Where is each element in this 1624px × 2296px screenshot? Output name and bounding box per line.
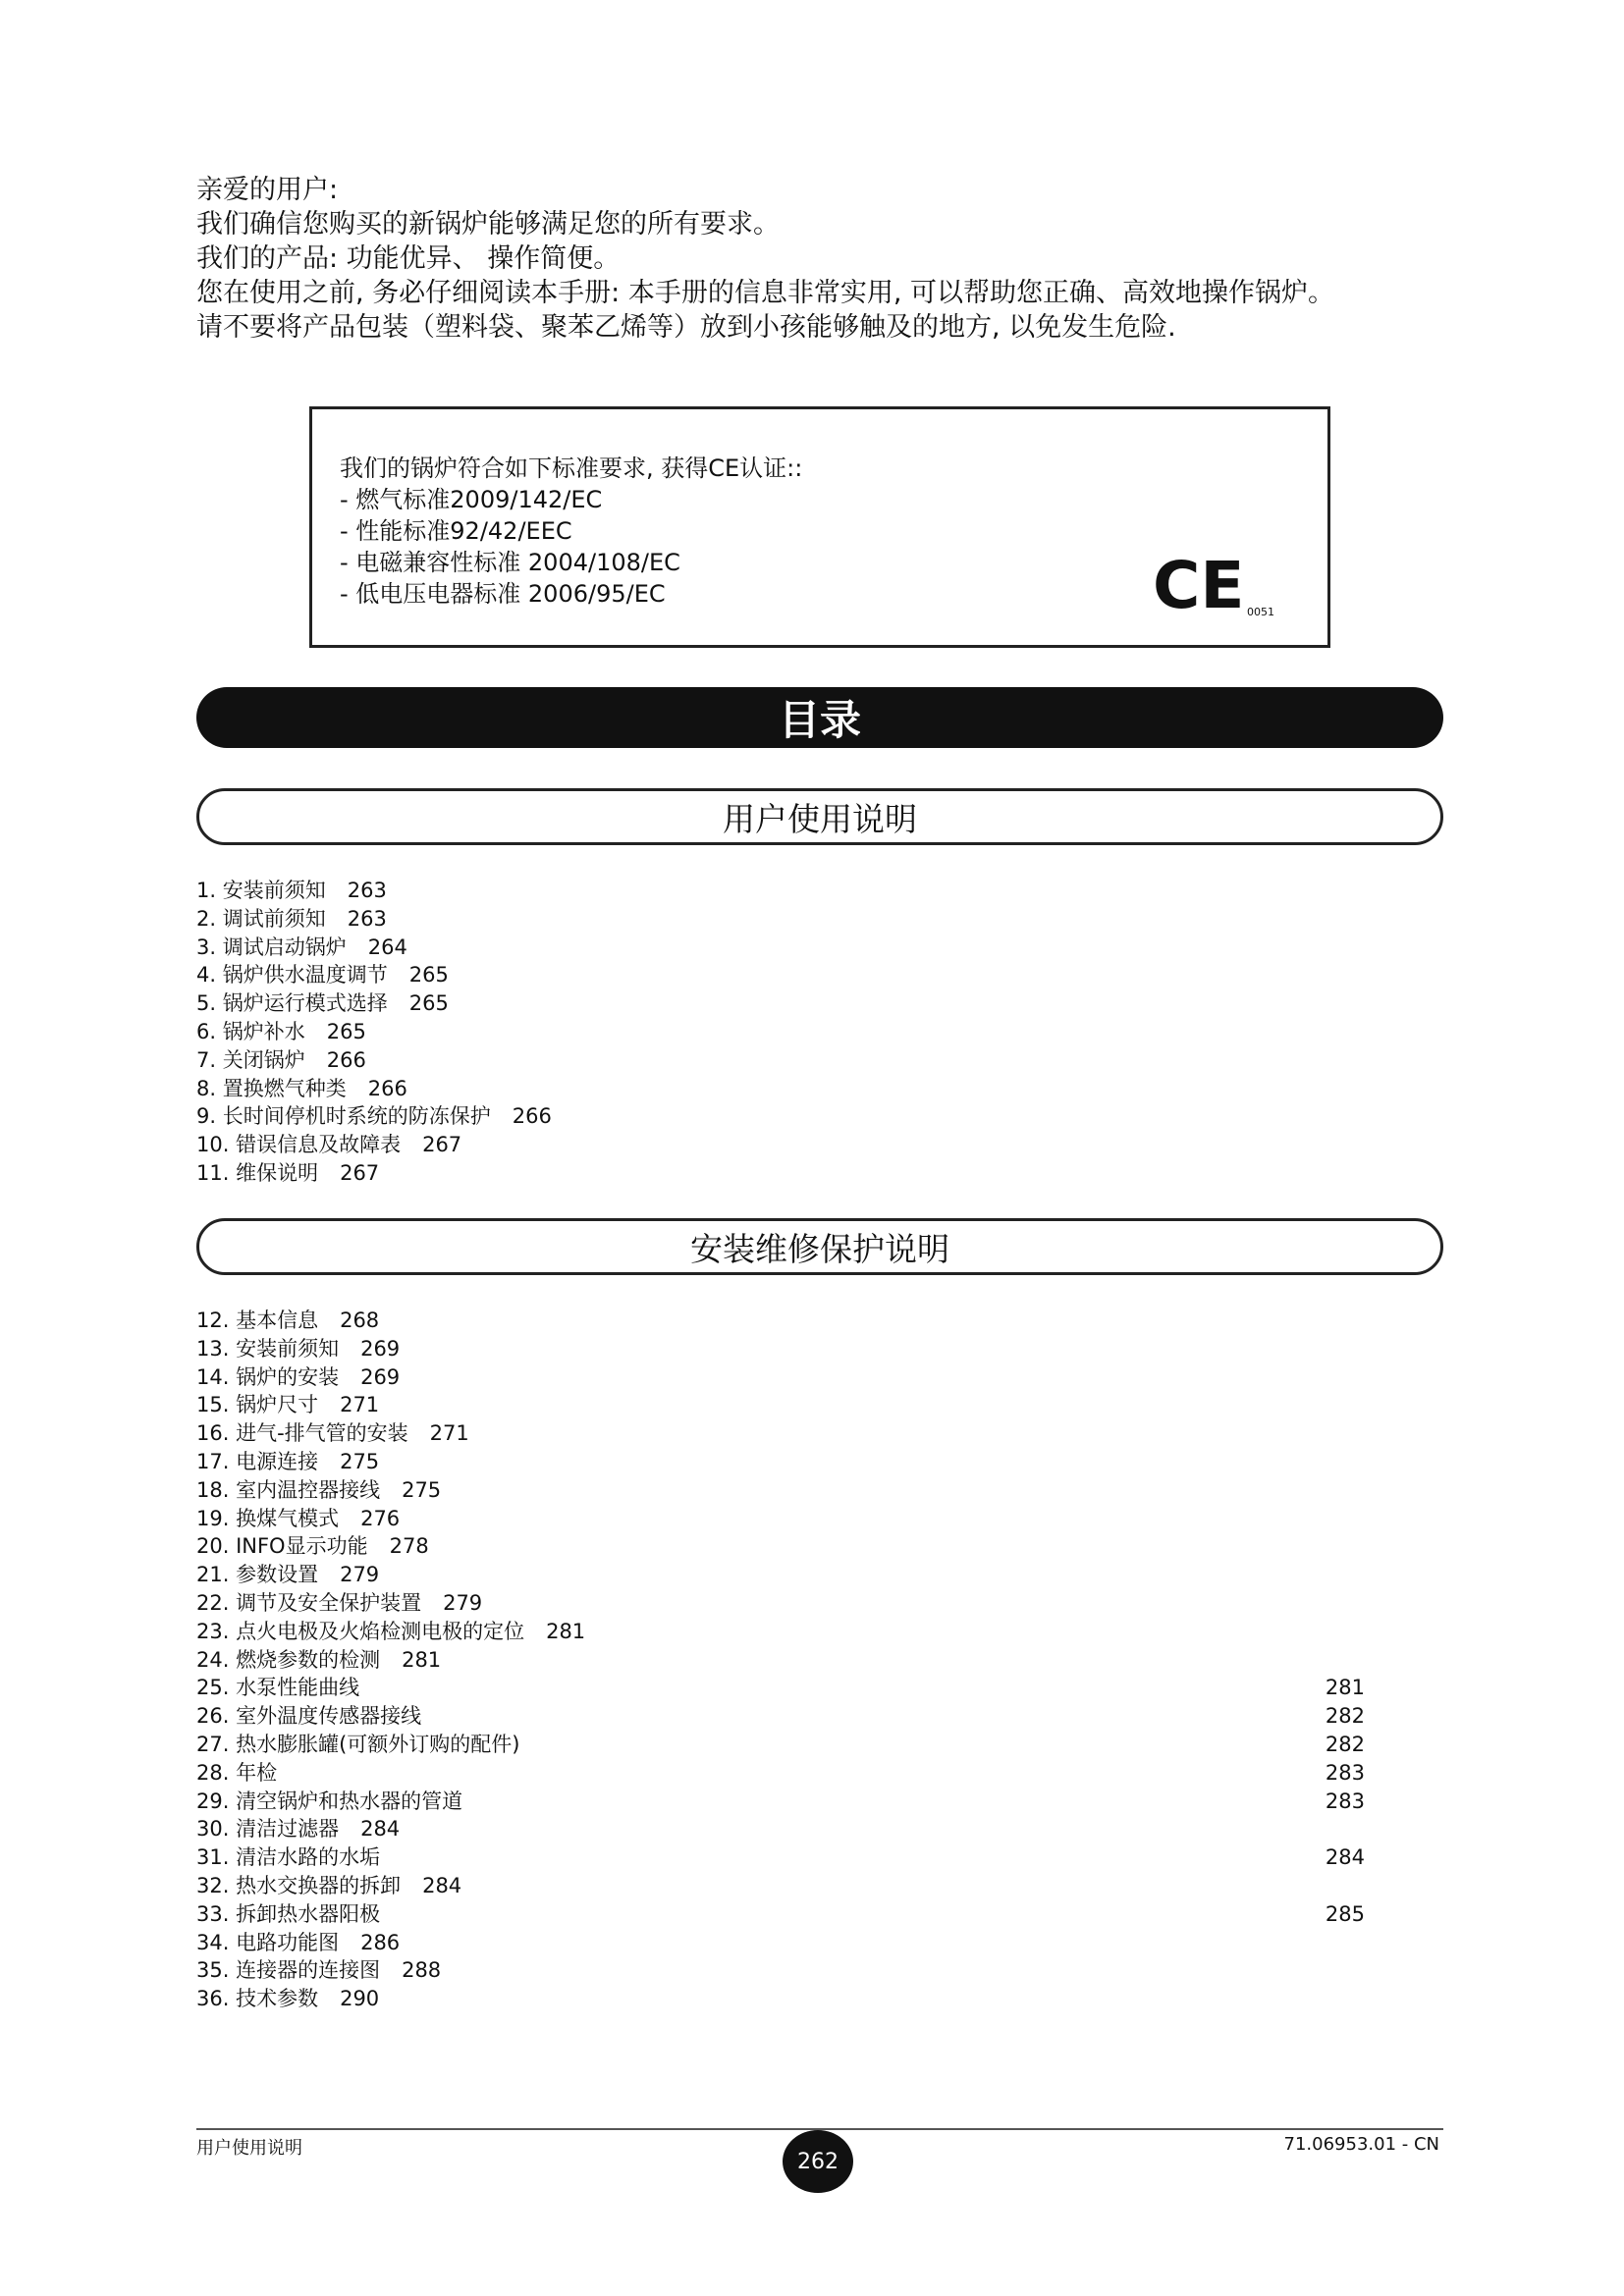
toc-entry-page: 284	[422, 1873, 462, 1897]
toc-title: 目录	[196, 687, 1443, 748]
toc-entry-label: 36. 技术参数	[196, 1987, 319, 2011]
toc-entry-page: 279	[443, 1590, 483, 1615]
toc-entry-label: 27. 热水膨胀罐(可额外订购的配件)	[196, 1732, 520, 1756]
toc-entry-label: 10. 错误信息及故障表	[196, 1133, 402, 1157]
toc-entry-page: 284	[360, 1817, 401, 1842]
toc-entry-page: 267	[422, 1133, 462, 1157]
toc-entry[interactable]	[196, 1532, 1365, 1561]
toc-entry[interactable]	[196, 1815, 1365, 1843]
toc-entry-label: 7. 关闭锅炉	[196, 1047, 305, 1072]
toc-list-user	[196, 877, 1365, 1188]
toc-entry-label: 35. 连接器的连接图	[196, 1958, 381, 1983]
intro-text	[196, 173, 1443, 345]
toc-entry-page: 281	[402, 1647, 442, 1672]
toc-entry-page: 290	[340, 1987, 380, 2011]
certification-box	[309, 406, 1330, 648]
ce-mark-text: CE	[1153, 548, 1245, 623]
toc-entry-label: 21. 参数设置	[196, 1563, 319, 1587]
toc-entry-label: 31. 清洁水路的水垢	[196, 1845, 381, 1870]
toc-entry[interactable]	[196, 1702, 1365, 1731]
toc-entry-label: 14. 锅炉的安装	[196, 1364, 340, 1389]
toc-entry-page: 263	[347, 906, 387, 931]
toc-entry-page: 267	[340, 1160, 380, 1185]
toc-entry[interactable]	[196, 1363, 1365, 1392]
toc-entry-label: 22. 调节及安全保护装置	[196, 1590, 422, 1615]
toc-entry-label: 18. 室内温控器接线	[196, 1477, 381, 1502]
toc-entry-page: 269	[360, 1336, 401, 1361]
toc-entry-page: 286	[360, 1930, 401, 1954]
toc-entry[interactable]	[196, 1018, 1365, 1046]
footer-section-label: 用户使用说明	[196, 2138, 302, 2159]
toc-entry-label: 12. 基本信息	[196, 1308, 319, 1332]
toc-entry-label: 3. 调试启动锅炉	[196, 934, 347, 959]
toc-entry-label: 16. 进气-排气管的安装	[196, 1421, 408, 1446]
toc-entry[interactable]	[196, 1102, 1365, 1131]
toc-entry[interactable]	[196, 1759, 1365, 1788]
toc-entry-label: 5. 锅炉运行模式选择	[196, 991, 388, 1016]
toc-entry[interactable]	[196, 1929, 1365, 1957]
toc-entry[interactable]	[196, 1788, 1365, 1816]
toc-entry-label: 13. 安装前须知	[196, 1336, 340, 1361]
toc-entry-page: 263	[347, 879, 387, 902]
toc-entry-page: 281	[1325, 1676, 1365, 1700]
toc-entry[interactable]	[196, 1646, 1365, 1675]
toc-entry-page: 279	[340, 1563, 380, 1587]
toc-entry-page: 265	[408, 991, 449, 1016]
toc-entry-label: 23. 点火电极及火焰检测电极的定位	[196, 1619, 525, 1643]
section-title-user: 用户使用说明	[196, 788, 1443, 845]
certification-text	[340, 453, 802, 610]
toc-entry-page: 284	[1325, 1845, 1365, 1870]
toc-entry-page: 278	[389, 1534, 429, 1559]
toc-entry-label: 20. INFO显示功能	[196, 1534, 368, 1559]
toc-entry-label: 1. 安装前须知	[196, 879, 326, 902]
toc-entry[interactable]	[196, 1674, 1365, 1702]
intro-line: 您在使用之前, 务必仔细阅读本手册: 本手册的信息非常实用, 可以帮助您正确、高效地操作锅炉。	[196, 278, 1335, 308]
toc-entry-page: 265	[408, 963, 449, 988]
toc-entry[interactable]	[196, 1985, 1365, 2013]
toc-entry-label: 30. 清洁过滤器	[196, 1817, 340, 1842]
toc-entry[interactable]	[196, 1589, 1365, 1618]
toc-entry-label: 17. 电源连接	[196, 1449, 319, 1473]
toc-entry-label: 29. 清空锅炉和热水器的管道	[196, 1789, 463, 1813]
intro-line: 我们确信您购买的新锅炉能够满足您的所有要求。	[196, 209, 780, 240]
intro-line: 亲爱的用户:	[196, 175, 339, 205]
toc-entry-page: 283	[1325, 1789, 1365, 1813]
toc-entry-page: 266	[367, 1076, 407, 1100]
toc-entry[interactable]	[196, 1900, 1365, 1929]
toc-entry-label: 25. 水泵性能曲线	[196, 1676, 360, 1700]
toc-entry[interactable]	[196, 1075, 1365, 1103]
standard-item: - 低电压电器标准 2006/95/EC	[340, 580, 666, 608]
intro-line: 请不要将产品包装（塑料袋、聚苯乙烯等）放到小孩能够触及的地方, 以免发生危险.	[196, 312, 1176, 343]
toc-entry-label: 15. 锅炉尺寸	[196, 1393, 319, 1417]
toc-entry-page: 275	[402, 1477, 442, 1502]
toc-entry[interactable]	[196, 905, 1365, 934]
toc-entry[interactable]	[196, 961, 1365, 989]
toc-entry[interactable]	[196, 1391, 1365, 1419]
toc-entry-page: 269	[360, 1364, 401, 1389]
toc-entry-page: 271	[429, 1421, 469, 1446]
toc-entry-label: 2. 调试前须知	[196, 906, 326, 931]
toc-entry[interactable]	[196, 934, 1365, 962]
ce-mark-icon	[1153, 548, 1274, 627]
toc-entry-page: 285	[1325, 1901, 1365, 1926]
toc-entry-page: 282	[1325, 1704, 1365, 1729]
toc-entry-label: 9. 长时间停机时系统的防冻保护	[196, 1104, 491, 1129]
toc-entry-label: 28. 年检	[196, 1760, 278, 1785]
toc-entry-page: 268	[340, 1308, 380, 1332]
toc-entry-page: 275	[340, 1449, 380, 1473]
toc-entry-page: 266	[512, 1104, 552, 1129]
toc-entry-label: 33. 拆卸热水器阳极	[196, 1901, 381, 1926]
toc-entry-label: 26. 室外温度传感器接线	[196, 1704, 422, 1729]
intro-line: 我们的产品: 功能优异、 操作简便。	[196, 243, 621, 274]
page-number-badge: 262	[783, 2130, 853, 2193]
toc-entry[interactable]	[196, 1956, 1365, 1985]
toc-entry[interactable]	[196, 1505, 1365, 1533]
certification-heading: 我们的锅炉符合如下标准要求, 获得CE认证::	[340, 454, 803, 482]
toc-entry[interactable]	[196, 1448, 1365, 1476]
standard-item: - 燃气标准2009/142/EC	[340, 486, 603, 513]
standard-item: - 电磁兼容性标准 2004/108/EC	[340, 549, 680, 576]
toc-entry-page: 271	[340, 1393, 380, 1417]
toc-entry[interactable]	[196, 1476, 1365, 1505]
toc-entry-label: 24. 燃烧参数的检测	[196, 1647, 381, 1672]
toc-entry[interactable]	[196, 877, 1365, 905]
toc-entry[interactable]	[196, 989, 1365, 1018]
toc-entry[interactable]	[196, 1131, 1365, 1159]
section-title-installer: 安装维修保护说明	[196, 1218, 1443, 1275]
toc-entry[interactable]	[196, 1335, 1365, 1363]
toc-entry-page: 288	[402, 1958, 442, 1983]
toc-entry-label: 4. 锅炉供水温度调节	[196, 963, 388, 988]
toc-entry-page: 266	[326, 1047, 366, 1072]
document-code: 71.06953.01 - CN	[1283, 2134, 1439, 2155]
toc-entry[interactable]	[196, 1561, 1365, 1589]
toc-entry-page: 281	[546, 1619, 586, 1643]
toc-entry[interactable]	[196, 1159, 1365, 1188]
toc-entry-label: 19. 换煤气模式	[196, 1506, 340, 1530]
toc-entry-page: 282	[1325, 1732, 1365, 1756]
toc-entry-page: 283	[1325, 1760, 1365, 1785]
toc-entry-page: 264	[367, 934, 407, 959]
toc-entry[interactable]	[196, 1731, 1365, 1759]
toc-entry-page: 276	[360, 1506, 401, 1530]
standard-item: - 性能标准92/42/EEC	[340, 517, 572, 545]
toc-entry-label: 11. 维保说明	[196, 1160, 319, 1185]
toc-entry-page: 265	[326, 1019, 366, 1043]
toc-entry[interactable]	[196, 1307, 1365, 1335]
toc-entry[interactable]	[196, 1046, 1365, 1075]
toc-entry-label: 6. 锅炉补水	[196, 1019, 305, 1043]
toc-entry-label: 8. 置换燃气种类	[196, 1076, 347, 1100]
toc-entry-label: 32. 热水交换器的拆卸	[196, 1873, 402, 1897]
toc-entry[interactable]	[196, 1618, 1365, 1646]
toc-list-installer	[196, 1307, 1365, 2013]
toc-entry[interactable]	[196, 1843, 1365, 1872]
ce-number: 0051	[1247, 606, 1274, 618]
toc-entry-label: 34. 电路功能图	[196, 1930, 340, 1954]
toc-entry[interactable]	[196, 1872, 1365, 1900]
toc-entry[interactable]	[196, 1419, 1365, 1448]
